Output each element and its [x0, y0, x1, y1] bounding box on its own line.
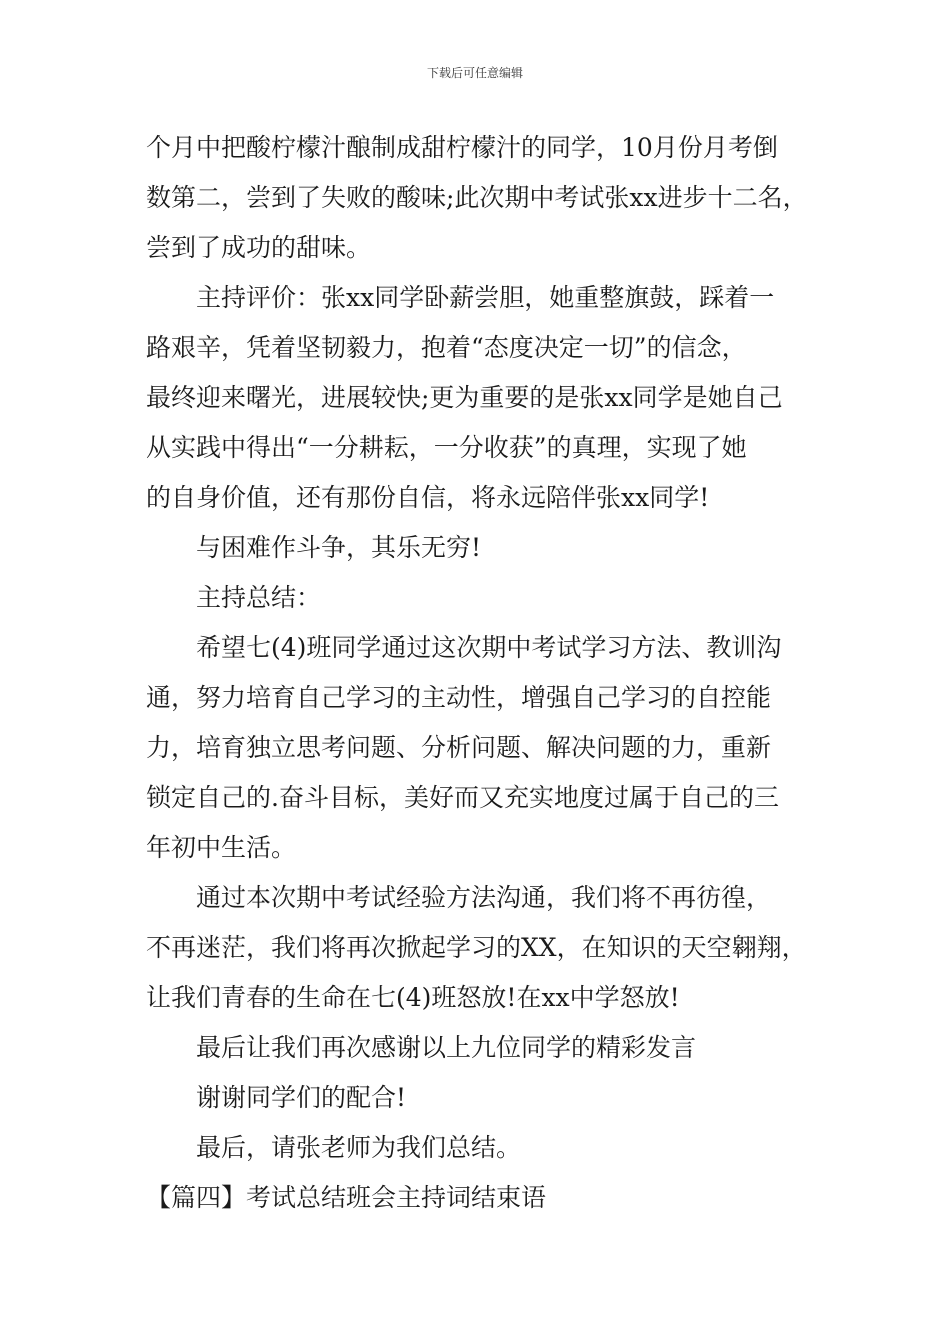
body-line: 通过本次期中考试经验方法沟通，我们将不再彷徨， [196, 883, 772, 912]
body-line: 不再迷茫，我们将再次掀起学习的XX，在知识的天空翱翔， [146, 933, 807, 962]
body-line: 希望七(4)班同学通过这次期中考试学习方法、教训沟 [196, 633, 782, 662]
body-line: 从实践中得出“一分耕耘，一分收获”的真理，实现了她 [146, 433, 747, 462]
body-line: 谢谢同学们的配合! [196, 1083, 407, 1112]
page-header: 下载后可任意编辑 [426, 66, 523, 80]
body-line: 最后，请张老师为我们总结。 [196, 1133, 522, 1162]
body-line: 主持评价：张xx同学卧薪尝胆，她重整旗鼓，踩着一 [196, 283, 775, 312]
body-line: 最后让我们再次感谢以上九位同学的精彩发言 [196, 1033, 697, 1062]
body-line: 通，努力培育自己学习的主动性，增强自己学习的自控能 [146, 683, 772, 712]
body-line: 力，培育独立思考问题、分析问题、解决问题的力，重新 [146, 733, 772, 762]
body-line: 数第二，尝到了失败的酸味;此次期中考试张xx进步十二名， [146, 183, 808, 212]
body-line: 路艰辛，凭着坚韧毅力，抱着“态度决定一切”的信念， [146, 333, 747, 362]
body-line: 主持总结： [196, 583, 322, 612]
body-line: 年初中生活。 [146, 833, 297, 862]
section-heading: 【篇四】考试总结班会主持词结束语 [146, 1183, 547, 1212]
body-line: 锁定自己的.奋斗目标，美好而又充实地度过属于自己的三 [146, 783, 779, 812]
body-line: 个月中把酸柠檬汁酿制成甜柠檬汁的同学，10月份月考倒 [146, 133, 778, 162]
body-line: 的自身价值，还有那份自信，将永远陪伴张xx同学! [146, 483, 710, 512]
body-line: 最终迎来曙光，进展较快;更为重要的是张xx同学是她自己 [146, 383, 783, 412]
body-line: 尝到了成功的甜味。 [146, 233, 372, 262]
body-line: 与困难作斗争，其乐无穷! [196, 533, 482, 562]
body-line: 让我们青春的生命在七(4)班怒放!在xx中学怒放! [146, 983, 680, 1012]
